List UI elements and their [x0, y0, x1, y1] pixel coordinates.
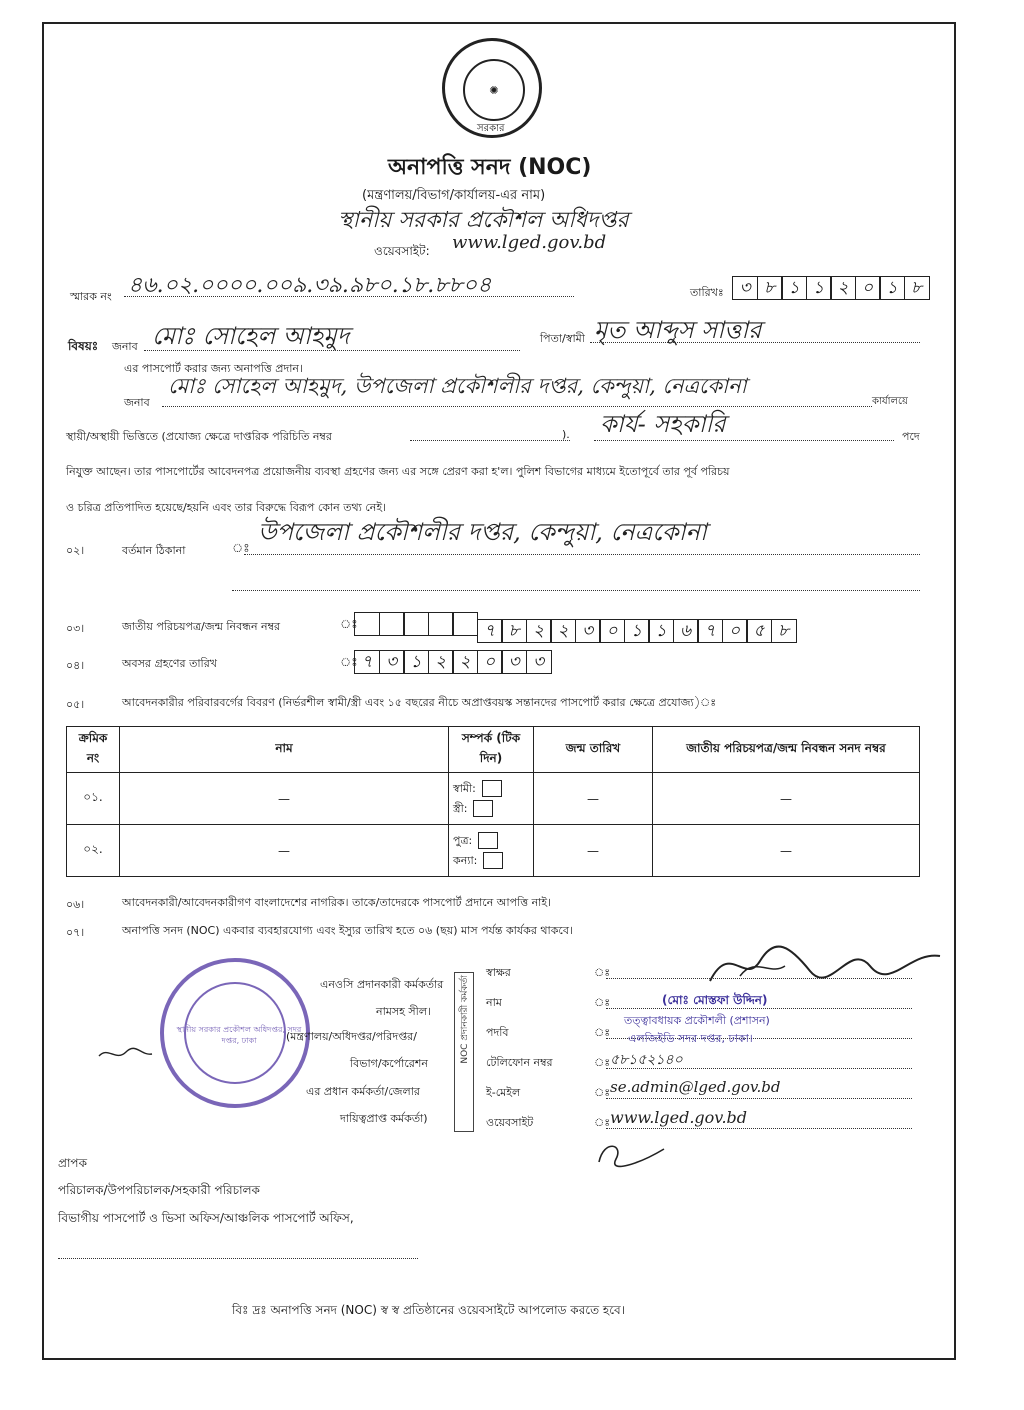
row-serial: ০১.: [67, 773, 120, 825]
field-email: ই-মেইল: [486, 1086, 521, 1099]
nid-digit: ২: [526, 619, 552, 643]
item-number: ০৬।: [66, 898, 85, 911]
item-number: ০৭।: [66, 926, 85, 939]
col-name: নাম: [120, 727, 449, 773]
post-value: কার্য- সহকারি: [600, 410, 726, 438]
date-digit: ৮: [904, 276, 930, 300]
nid-digit: [452, 612, 478, 636]
date-digit: ১: [781, 276, 807, 300]
seal-emblem-icon: ✺: [463, 59, 525, 121]
seal-text: স্থানীয় সরকার প্রকৌশল অধিদপ্তর, সদর দপ্তর, ঢাকা: [176, 1025, 302, 1045]
government-seal: [442, 38, 542, 138]
janab-label-2: জনাব: [124, 396, 150, 409]
seal-text: সরকার: [477, 123, 505, 134]
memo-value: ৪৬.০২.০০০০.০০৯.৩৯.৯৮০.১৮.৮৮০৪: [128, 273, 492, 298]
address-label: বর্তমান ঠিকানা: [122, 544, 186, 557]
retire-digit: ২: [428, 650, 454, 674]
nid-digit: ৮: [771, 619, 797, 643]
father-label: পিতা/স্বামী: [540, 332, 585, 345]
office-caption: (মন্ত্রণালয়/বিভাগ/কার্যালয়-এর নাম): [362, 188, 546, 203]
stamp-name: (মোঃ মোস্তফা উদ্দিন): [662, 993, 768, 1007]
signatory-line: বিভাগ/কর্পোরেশন: [350, 1057, 428, 1070]
retire-label: অবসর গ্রহণের তারিখ: [122, 657, 217, 670]
stamp-title: তত্ত্বাবধায়ক প্রকৌশলী (প্রশাসন): [624, 1014, 770, 1027]
date-digit: ০: [855, 276, 881, 300]
nid-digit: ৬: [673, 619, 699, 643]
email-value: se.admin@lged.gov.bd: [610, 1078, 781, 1096]
col-serial: ক্রমিক নং: [67, 727, 120, 773]
signatory-line: দায়িত্বপ্রাপ্ত কর্মকর্তা): [340, 1112, 428, 1125]
subject-label: বিষয়ঃ: [68, 339, 99, 353]
relation-label: স্বামী:: [453, 781, 476, 795]
date-digit: ১: [879, 276, 905, 300]
relation-checkbox[interactable]: [478, 832, 498, 849]
signatory-line: এর প্রধান কর্মকর্তা/জেলার: [306, 1085, 420, 1098]
item-number: ০৩।: [66, 622, 85, 635]
nid-digit: ৭: [697, 619, 723, 643]
recipient-label: প্রাপক: [58, 1156, 87, 1170]
nid-digit: ০: [599, 619, 625, 643]
date-boxes: [732, 276, 928, 300]
row-dob: —: [534, 825, 653, 877]
janab-label: জনাব: [112, 340, 138, 353]
recipient-line-1: পরিচালক/উপপরিচালক/সহকারী পরিচালক: [58, 1183, 260, 1197]
nid-boxes: [354, 612, 795, 643]
table-row: [67, 825, 920, 877]
nid-digit: ০: [722, 619, 748, 643]
relation-checkbox[interactable]: [473, 800, 493, 817]
date-digit: ১: [806, 276, 832, 300]
citizen-line: আবেদনকারী/আবেদনকারীগণ বাংলাদেশের নাগরিক। তাকে/তাদেরকে পাসপোর্ট প্রদানে আপত্তি নাই।: [122, 896, 552, 909]
initial-mark: [96, 1044, 156, 1064]
nid-digit: ৭: [477, 619, 503, 643]
validity-line: অনাপত্তি সনদ (NOC) একবার ব্যবহারযোগ্য এবং ইস্যুর তারিখ হতে ০৬ (ছয়) মাস পর্যন্ত কার্যকর থাকবে।: [122, 924, 573, 937]
website-label: ওয়েবসাইট:: [374, 244, 430, 258]
initial-signature: [594, 1134, 674, 1170]
relation-label: পুত্র:: [453, 833, 473, 847]
body-line-2: ও চরিত্র প্রতিপাদিত হয়েছে/হয়নি এবং তার বিরুদ্ধে বিরূপ কোন তথ্য নেই।: [66, 501, 386, 514]
nid-digit: [379, 612, 405, 636]
row-nid: —: [653, 825, 920, 877]
body-line-1: নিযুক্ত আছেন। তার পাসপোর্টের আবেদনপত্র প্রয়োজনীয় ব্যবস্থা গ্রহণের জন্য এর সঙ্গে প্রেরণ করা হ'ল। পুলিশ বিভাগের মাধ্যমে ইতোপূর্বে তার পূর্ব পরিচয়: [66, 465, 730, 478]
date-digit: ৮: [757, 276, 783, 300]
row-dob: —: [534, 773, 653, 825]
page-title: অনাপত্তি সনদ (NOC): [388, 155, 592, 180]
retire-boxes: [354, 650, 550, 674]
signatory-line: নামসহ সীল।: [376, 1005, 431, 1018]
stamp-office: এলজিইডি সদর দপ্তর, ঢাকা।: [628, 1032, 753, 1045]
col-nid: জাতীয় পরিচয়পত্র/জন্ম নিবন্ধন সনদ নম্বর: [653, 727, 920, 773]
nid-digit: [354, 612, 380, 636]
date-digit: ৩: [732, 276, 758, 300]
row-name: —: [120, 773, 449, 825]
relation-checkbox[interactable]: [483, 852, 503, 869]
father-name: মৃত আব্দুস সাত্তার: [594, 316, 762, 344]
col-relation: সম্পর্ক (টিক দিন): [449, 727, 534, 773]
field-name: নাম: [486, 996, 502, 1009]
retire-digit: ৭: [354, 650, 380, 674]
phone-value: ৫৮১৫২১৪০: [610, 1052, 683, 1068]
retire-digit: ৩: [526, 650, 552, 674]
retire-digit: ৩: [379, 650, 405, 674]
address-value: উপজেলা প্রকৌশলীর দপ্তর, কেন্দুয়া, নেত্রকোনা: [258, 518, 707, 546]
nid-label: জাতীয় পরিচয়পত্র/জন্ম নিবন্ধন নম্বর: [122, 620, 281, 633]
nid-digit: ৮: [501, 619, 527, 643]
family-table: [66, 726, 920, 877]
nid-digit: ১: [648, 619, 674, 643]
officer-signature: [700, 936, 950, 996]
item-number: ০২।: [66, 544, 85, 557]
nid-digit: [428, 612, 454, 636]
retire-digit: ৩: [501, 650, 527, 674]
retire-digit: ০: [477, 650, 503, 674]
table-row: [67, 773, 920, 825]
permanent-line: স্থায়ী/অস্থায়ী ভিত্তিতে (প্রযোজ্য ক্ষেত্রে দাপ্তরিক পরিচিতি নম্বর: [66, 430, 332, 443]
relation-checkbox[interactable]: [482, 780, 502, 797]
footer-note: বিঃ দ্রঃ অনাপত্তি সনদ (NOC) স্ব স্ব প্রতিষ্ঠানের ওয়েবসাইটে আপলোড করতে হবে।: [232, 1303, 626, 1317]
family-label: আবেদনকারীর পরিবারবর্গের বিবরণ (নির্ভরশীল স্বামী/স্ত্রী এবং ১৫ বছরের নীচে অপ্রাপ্তবয়স্ক সন্তানদের পাসপোর্ট করার ক্ষেত্রে প্রযোজ্য)ঃ: [122, 696, 717, 709]
nid-digit: ২: [550, 619, 576, 643]
website-value: www.lged.gov.bd: [452, 232, 607, 253]
passport-line: এর পাসপোর্ট করার জন্য অনাপত্তি প্রদান।: [124, 362, 303, 375]
row-nid: —: [653, 773, 920, 825]
retire-digit: ২: [452, 650, 478, 674]
field-phone: টেলিফোন নম্বর: [486, 1056, 553, 1069]
relation-label: কন্যা:: [453, 853, 478, 867]
signatory-line: (মন্ত্রণালয়/অধিদপ্তর/পরিদপ্তর/: [286, 1030, 417, 1043]
field-website: ওয়েবসাইট: [486, 1116, 534, 1129]
nid-digit: ৫: [746, 619, 772, 643]
field-designation: পদবি: [486, 1026, 509, 1039]
row-serial: ০২.: [67, 825, 120, 877]
office-suffix: কার্যালয়ে: [872, 396, 908, 407]
item-number: ০৫।: [66, 698, 85, 711]
relation-label: স্ত্রী:: [453, 801, 468, 815]
date-label: তারিখঃ: [690, 286, 724, 299]
signatory-line: এনওসি প্রদানকারী কর্মকর্তার: [320, 978, 444, 991]
nid-digit: ৩: [575, 619, 601, 643]
recipient-line-2: বিভাগীয় পাসপোর্ট ও ভিসা অফিস/আঞ্চলিক পাসপোর্ট অফিস,: [58, 1211, 354, 1225]
field-signature: স্বাক্ষর: [486, 966, 511, 979]
item-number: ০৪।: [66, 659, 85, 672]
post-suffix: পদে: [902, 430, 920, 443]
office-name: স্থানীয় সরকার প্রকৌশল অধিদপ্তর: [338, 208, 629, 233]
row-name: —: [120, 825, 449, 877]
office-line: মোঃ সোহেল আহমুদ, উপজেলা প্রকৌশলীর দপ্তর, কেন্দুয়া, নেত্রকোনা: [168, 374, 747, 398]
website-value: www.lged.gov.bd: [610, 1108, 748, 1127]
applicant-name: মোঃ সোহেল আহমুদ: [152, 322, 350, 350]
retire-digit: ১: [403, 650, 429, 674]
vertical-stamp: NOC প্রদানকারী কর্মকর্তা: [454, 972, 474, 1132]
col-dob: জন্ম তারিখ: [534, 727, 653, 773]
nid-digit: [403, 612, 429, 636]
date-digit: ২: [830, 276, 856, 300]
memo-label: স্মারক নং: [70, 290, 112, 303]
nid-digit: ১: [624, 619, 650, 643]
